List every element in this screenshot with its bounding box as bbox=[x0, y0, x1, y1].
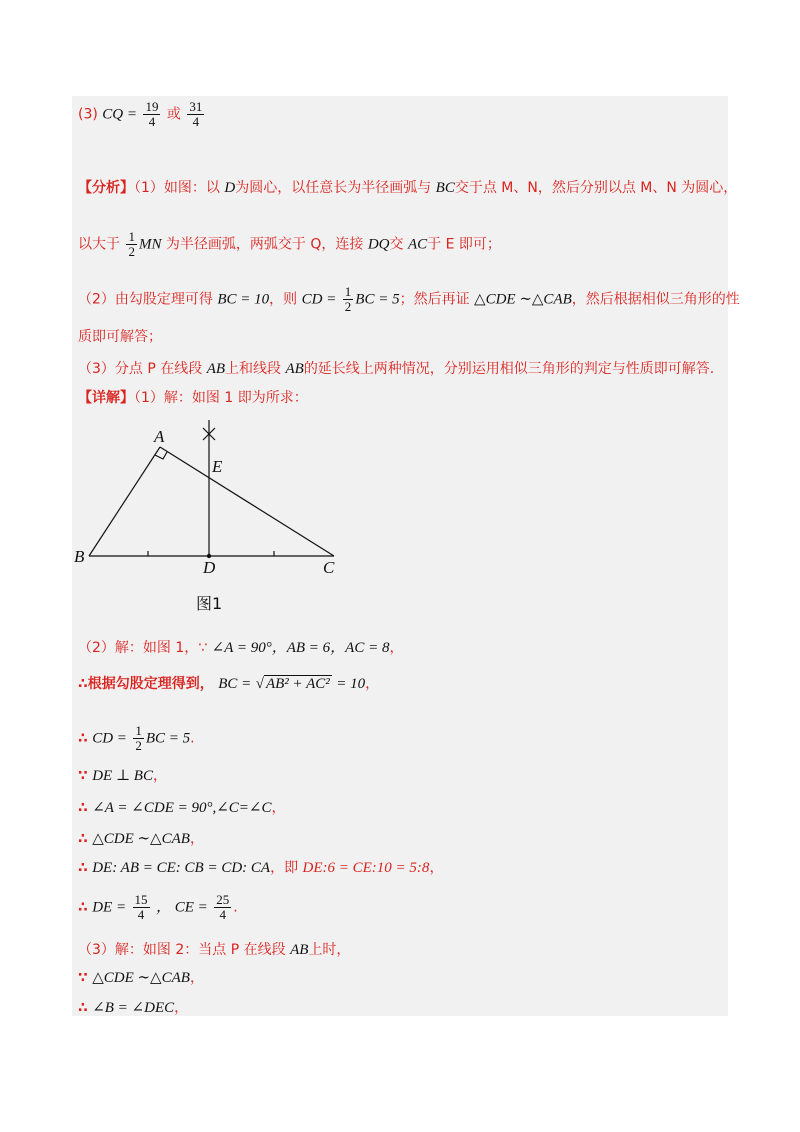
right-angle-mark bbox=[155, 452, 167, 459]
detail-line: 【详解】（1）解：如图 1 即为所求： bbox=[78, 390, 308, 406]
label-c: C bbox=[323, 558, 335, 577]
part2-line-2: ∴根据勾股定理得到， BC = √ AB² + AC² = 10， bbox=[78, 676, 380, 692]
label-a: A bbox=[154, 427, 165, 446]
part2-line-8: ∴ DE = $\frac{15}{4}$ ， CE = $\frac{25}{4}$ . bbox=[78, 892, 238, 922]
part2-line-5: ∴ ∠A = ∠CDE = 90°,∠C=∠C， bbox=[78, 800, 286, 816]
analysis-tag: 【分析】 bbox=[78, 180, 134, 196]
analysis-line-5: （3）分点 P 在线段 AB上和线段 AB的延长线上两种情况，分别运用相似三角形的判定与性质即可解答. bbox=[78, 361, 715, 377]
part3-answer-line bbox=[78, 100, 206, 129]
analysis-line-3: （2）由勾股定理可得 BC = 10，则 CD = $\frac{1}{2}$ BC = 5；然后再证 △CDE ∼△CAB，然后根据相似三角形的性 bbox=[78, 284, 740, 314]
cq-lhs: CQ = bbox=[102, 106, 138, 123]
part3-line-3: ∴ ∠B = ∠DEC， bbox=[78, 1000, 189, 1016]
part2-line-3: ∴ CD = $\frac{1}{2}$ BC = 5. bbox=[78, 723, 195, 753]
fraction-19-4: $\frac{19}{4}$ bbox=[145, 99, 159, 129]
analysis-line-4: 质即可解答； bbox=[78, 329, 162, 345]
part3-line-2: ∵ △CDE ∼△CAB， bbox=[78, 970, 204, 986]
figure-1-diagram bbox=[72, 410, 362, 620]
part2-line-7: ∴ DE: AB = CE: CB = CD: CA，即 DE:6 = CE:10 = 5:8， bbox=[78, 860, 444, 876]
segment-ac bbox=[160, 447, 334, 556]
part2-line-4: ∵ DE ⊥ BC， bbox=[78, 768, 167, 784]
fraction-1-2: $\frac{1}{2}$ bbox=[128, 229, 135, 259]
segment-ab bbox=[89, 447, 160, 556]
fraction-1-2: $\frac{1}{2}$ bbox=[344, 284, 352, 314]
label-d: D bbox=[203, 558, 216, 577]
fraction-1-2: $\frac{1}{2}$ bbox=[135, 723, 142, 753]
figure-caption: 图1 bbox=[196, 594, 223, 613]
analysis-line-1: 【分析】（1）如图：以 D为圆心，以任意长为半径画弧与 BC交于点 M、N，然后分别以点 M、N 为圆心， bbox=[78, 180, 738, 196]
sqrt-expression: AB² + AC² bbox=[265, 676, 330, 692]
label-b: B bbox=[74, 547, 85, 566]
fraction-31-4: $\frac{31}{4}$ bbox=[189, 99, 203, 129]
detail-tag: 【详解】 bbox=[78, 390, 134, 406]
fraction-15-4: $\frac{15}{4}$ bbox=[134, 892, 148, 922]
part-label: (3) bbox=[78, 106, 98, 123]
label-e: E bbox=[212, 457, 223, 476]
part2-line-1: （2）解：如图 1，∵ ∠A = 90°，AB = 6，AC = 8， bbox=[78, 640, 404, 656]
or-word: 或 bbox=[166, 106, 181, 123]
analysis-line-2: 以大于 $\frac{1}{2}$ MN 为半径画弧，两弧交于 Q，连接 DQ交 AC于 E 即可； bbox=[78, 229, 501, 259]
part3-line-1: （3）解：如图 2：当点 P 在线段 AB上时， bbox=[78, 942, 351, 958]
part2-line-6: ∴ △CDE ∼△CAB， bbox=[78, 831, 204, 847]
fraction-25-4: $\frac{25}{4}$ bbox=[216, 892, 230, 922]
